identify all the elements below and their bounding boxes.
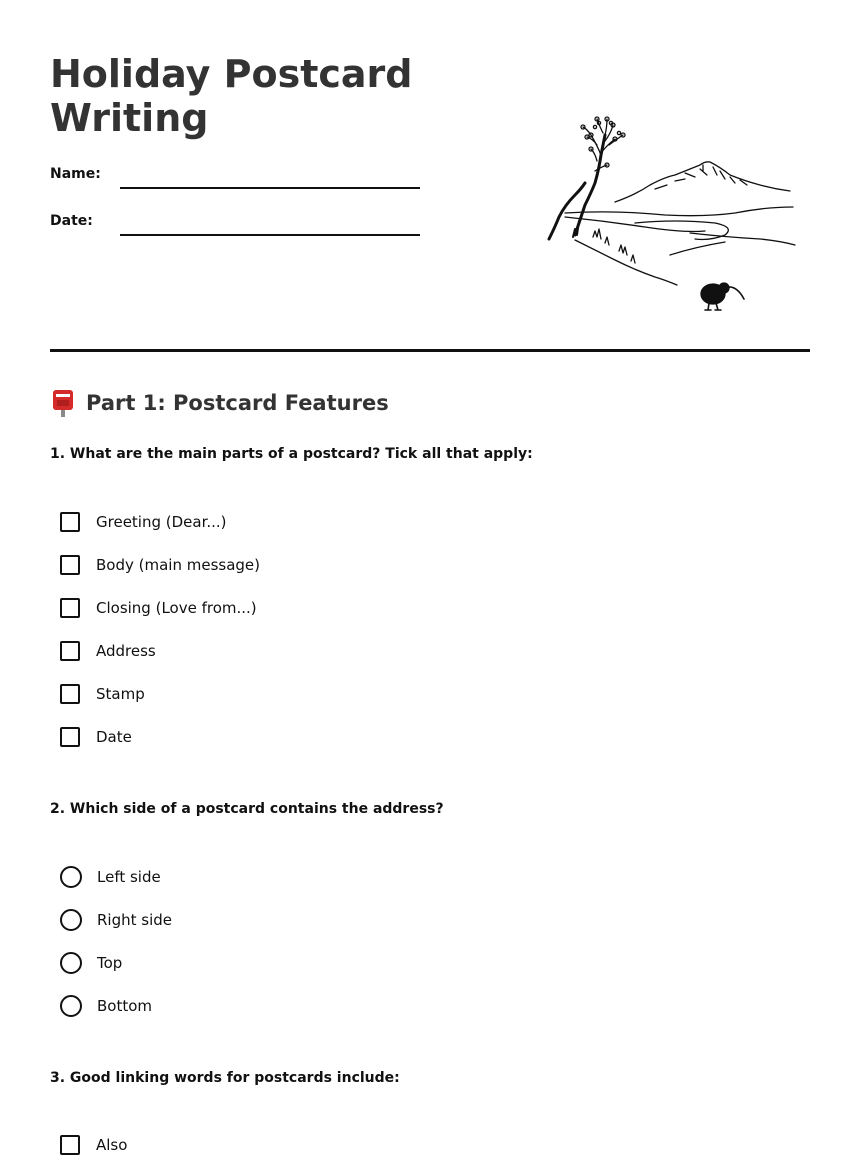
date-label: Date: (50, 213, 93, 229)
option-label: Greeting (Dear...) (96, 513, 227, 531)
q2-option[interactable] (60, 907, 172, 933)
radio-button[interactable] (60, 909, 82, 931)
part1-heading (50, 388, 389, 418)
option-label: Body (main message) (96, 556, 260, 574)
q2-option[interactable] (60, 950, 122, 976)
option-label: Stamp (96, 685, 145, 703)
worksheet-title (50, 52, 470, 140)
q1-option[interactable] (60, 681, 145, 707)
q1-option[interactable] (60, 724, 132, 750)
option-label: Date (96, 728, 132, 746)
landscape-kiwi-illustration (535, 105, 810, 320)
option-label: Closing (Love from...) (96, 599, 257, 617)
option-label: Bottom (97, 997, 153, 1015)
q2-option[interactable] (60, 993, 152, 1019)
checkbox[interactable] (60, 684, 80, 704)
question-2: 2. Which side of a postcard contains the address? (50, 801, 444, 817)
q1-option[interactable] (60, 595, 257, 621)
checkbox[interactable] (60, 727, 80, 747)
option-label: Left side (97, 868, 161, 886)
checkbox[interactable] (60, 598, 80, 618)
option-label: Right side (97, 911, 172, 929)
date-field[interactable] (120, 234, 420, 236)
checkbox[interactable] (60, 1135, 80, 1155)
part1-title: Part 1: Postcard Features (86, 391, 389, 415)
option-label: Also (96, 1136, 128, 1154)
option-label: Top (97, 954, 123, 972)
option-label: Address (96, 642, 156, 660)
q1-option[interactable] (60, 509, 227, 535)
checkbox[interactable] (60, 641, 80, 661)
name-field[interactable] (120, 187, 420, 189)
checkbox[interactable] (60, 512, 80, 532)
q1-option[interactable] (60, 638, 156, 664)
question-3: 3. Good linking words for postcards include: (50, 1070, 400, 1086)
radio-button[interactable] (60, 995, 82, 1017)
radio-button[interactable] (60, 952, 82, 974)
checkbox[interactable] (60, 555, 80, 575)
q1-option[interactable] (60, 552, 260, 578)
section-divider (50, 349, 810, 352)
title-line-1: Holiday Postcard (50, 52, 413, 96)
title-line-2: Writing (50, 96, 209, 140)
q3-option[interactable] (60, 1132, 127, 1158)
question-1: 1. What are the main parts of a postcard? Tick all that apply: (50, 446, 533, 462)
q2-option[interactable] (60, 864, 161, 890)
postbox-icon (50, 388, 76, 418)
name-label: Name: (50, 166, 101, 182)
radio-button[interactable] (60, 866, 82, 888)
